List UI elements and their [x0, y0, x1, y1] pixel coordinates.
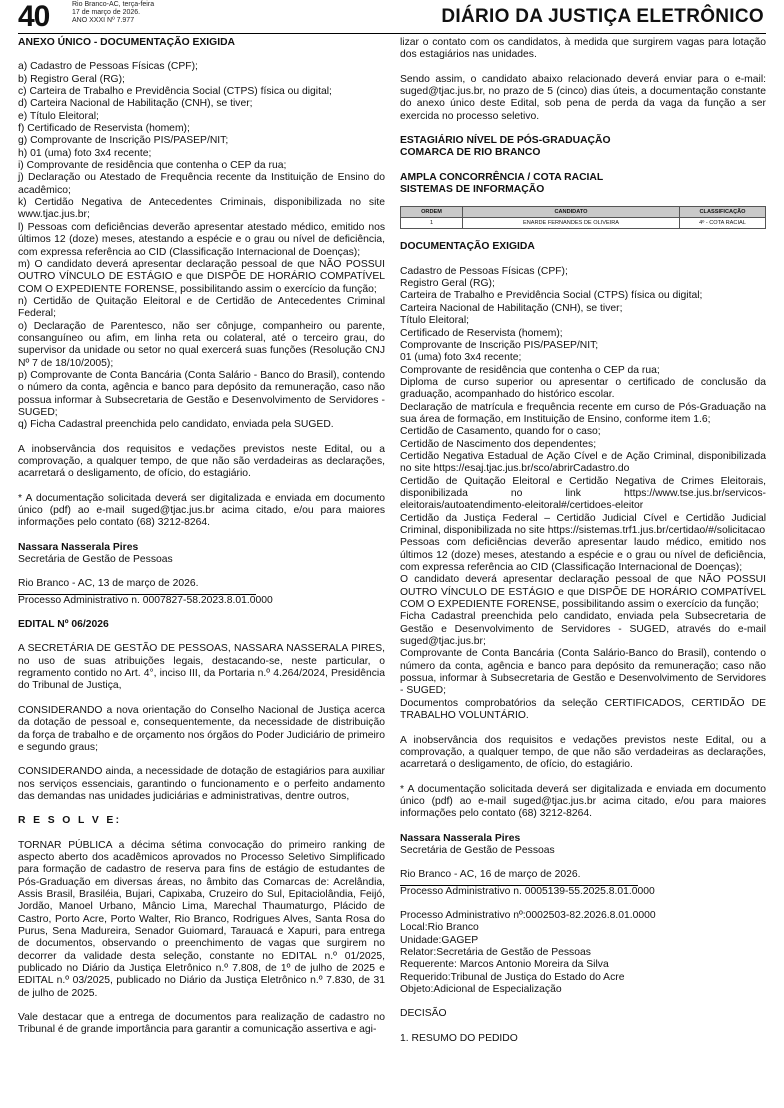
list-item: o) Declaração de Parentesco, não ser cônjuge, companheiro ou parente, consanguíneo ou afim, em linha reta ou colateral, até o terceiro grau, do supervisor da unidade ou setor no qual exercerá suas funções (Resolução CNJ Nº 7 de 18/10/2005); — [18, 320, 385, 369]
list-item: O candidato deverá apresentar declaração pessoal de que NÃO POSSUI OUTRO VÍNCULO DE ESTÁGIO e que DISPÕE DE HORÁRIO COMPATÍVEL COM O EXPEDIENTE FORENSE, possibilitando assim o exercício da função; — [400, 574, 766, 611]
place-date: Rio Branco - AC, 13 de março de 2026. — [18, 578, 199, 590]
edital-title: EDITAL Nº 06/2026 — [18, 619, 109, 631]
page-number: 40 — [18, 0, 50, 33]
page-header — [0, 0, 784, 34]
summary-heading: 1. RESUMO DO PEDIDO — [400, 1032, 518, 1044]
column-header: CANDIDATO — [463, 207, 680, 218]
document-list — [18, 61, 385, 431]
ranking-table — [400, 206, 766, 229]
list-item: Certificado de Reservista (homem); — [400, 327, 563, 339]
left-column — [18, 37, 385, 1037]
process-reporter: Relator:Secretária de Gestão de Pessoas — [400, 946, 591, 958]
list-item: b) Registro Geral (RG); — [18, 73, 125, 85]
process-respondent: Requerido:Tribunal de Justiça do Estado do Acre — [400, 971, 625, 983]
instruction-paragraph: Sendo assim, o candidato abaixo relacionado deverá enviar para o e-mail: suged@tjac.jus.br, no prazo de 5 (cinco) dias úteis, a documentação constante do anexo único deste Edital, sob pena de perda da vaga da função a ser exercida no processo seletivo. — [400, 73, 766, 122]
considering-paragraph-1: CONSIDERANDO a nova orientação do Conselho Nacional de Justiça acerca da dotação de pessoal e, consequentemente, da necessidade de distribuição da força de trabalho e de orçamento nos órgãos do Poder Judiciário de primeiro e segundo graus; — [18, 704, 385, 753]
list-item: g) Comprovante de Inscrição PIS/PASEP/NIT; — [18, 135, 229, 147]
signer-role: Secretária de Gestão de Pessoas — [400, 844, 555, 856]
inobservance-paragraph: A inobservância dos requisitos e vedações previstos neste Edital, ou a comprovação, a qualquer tempo, de que não são verdadeiras as declarações, acarretará o desligamento, de ofício, do estagiário. — [400, 734, 766, 771]
list-item: 01 (uma) foto 3x4 recente; — [400, 352, 522, 364]
doc-title: DOCUMENTAÇÃO EXIGIDA — [400, 241, 535, 253]
process-local: Local:Rio Branco — [400, 922, 479, 934]
list-item: Documentos comprobatórios da seleção CERTIFICADOS, CERTIDÃO DE TRABALHO VOLUNTÁRIO. — [400, 697, 766, 722]
list-item: Ficha Cadastral preenchida pelo candidato, enviada pela Subsecretaria de Gestão e Desenvolvimento de Servidores - SUGED, através do e-mail suged@tjac.jus.br; — [400, 611, 766, 648]
publication-date: 17 de março de 2026. — [72, 9, 141, 16]
list-item: a) Cadastro de Pessoas Físicas (CPF); — [18, 61, 198, 73]
section-heading: COMARCA DE RIO BRANCO — [400, 147, 541, 159]
section-heading: AMPLA CONCORRÊNCIA / COTA RACIAL — [400, 171, 604, 183]
right-column — [400, 37, 766, 1045]
process-applicant: Requerente: Marcos Antonio Moreira da Silva — [400, 959, 609, 971]
list-item: Certidão de Casamento, quando for o caso; — [400, 426, 601, 438]
list-item: i) Comprovante de residência que contenha o CEP da rua; — [18, 160, 287, 172]
signer-name: Nassara Nasserala Pires — [18, 541, 139, 553]
inobservance-paragraph: A inobservância dos requisitos e vedações previstos neste Edital, ou a comprovação, a qualquer tempo, de que não são verdadeiras as declarações, acarretará o desligamento, de ofício, do estagiário. — [18, 443, 385, 480]
edition-number: ANO XXXI Nº 7.977 — [72, 17, 135, 24]
list-item: Comprovante de residência que contenha o CEP da rua; — [400, 364, 660, 376]
process-number: Processo Administrativo n. 0005139-55.2025.8.01.0000 — [400, 885, 655, 897]
table-cell: 1 — [401, 218, 463, 229]
worth-noting-paragraph: Vale destacar que a entrega de documentos para realização de cadastro no Tribunal é de grande importância para garantir a comunicação assertiva e agi- — [18, 1012, 385, 1036]
list-item: l) Pessoas com deficiências deverão apresentar atestado médico, emitido nos últimos 12 (doze) meses, atestando a espécie e o grau ou nível de deficiência, com expressa referência ao CID (Classificação Internacional de Doenças); — [18, 221, 385, 258]
list-item: k) Certidão Negativa de Antecedentes Criminais, disponibilizada no site www.tjac.jus.br; — [18, 197, 385, 221]
process-unit: Unidade:GAGEP — [400, 934, 479, 946]
list-item: Carteira Nacional de Habilitação (CNH), se tiver; — [400, 302, 623, 314]
list-item: p) Comprovante de Conta Bancária (Conta Salário - Banco do Brasil), contendo o número da conta, agência e banco para depósito da remuneração, caso não possua informar à Subsecretaria de Gestão e Desenvolvimento de Servidores - SUGED; — [18, 369, 385, 418]
list-item: m) O candidato deverá apresentar declaração pessoal de que NÃO POSSUI OUTRO VÍNCULO DE ESTÁGIO e que DISPÕE DE HORÁRIO COMPATÍVEL COM O EXPEDIENTE FORENSE, possibilitando assim o exercício da função; — [18, 258, 385, 295]
header-rule — [18, 33, 766, 34]
list-item: Cadastro de Pessoas Físicas (CPF); — [400, 265, 568, 277]
list-item: Título Eleitoral; — [400, 315, 469, 327]
list-item: Certidão de Quitação Eleitoral e Certidão Negativa de Crimes Eleitorais, disponibilizada no link https://www.tse.jus.br/servicos-eleitorais/autoatendimento-eleitoral#/certidoes-eleitor — [400, 475, 766, 512]
footnote: * A documentação solicitada deverá ser digitalizada e enviada em documento único (pdf) ao e-mail suged@tjac.jus.br acima citado, e/ou para maiores informações pelo contato (68) 3212-8264. — [400, 783, 766, 820]
journal-title: DIÁRIO DA JUSTIÇA ELETRÔNICO — [441, 6, 764, 27]
footnote: * A documentação solicitada deverá ser digitalizada e enviada em documento único (pdf) ao e-mail suged@tjac.jus.br acima citado, e/ou para maiores informações pelo contato (68) 3212-8264. — [18, 492, 385, 529]
table-header-row — [401, 207, 766, 218]
process-number: Processo Administrativo n. 0007827-58.2023.8.01.0000 — [18, 594, 273, 606]
list-item: Diploma de curso superior ou apresentar o certificado de conclusão da graduação, acompanhado do histórico escolar. — [400, 376, 766, 401]
intro-paragraph: A SECRETÁRIA DE GESTÃO DE PESSOAS, NASSARA NASSERALA PIRES, no uso de suas atribuições legais, destacando-se, neste particular, o regramento contido no Art. 4°, inciso III, da Portaria n.º 4.264/2024, Presidência do Tribunal de Justiça, — [18, 643, 385, 692]
list-item: Pessoas com deficiências deverão apresentar laudo médico, emitido nos últimos 12 (doze) meses, atestando a espécie e o grau ou nível de deficiência, com expressa referência ao CID (Classificação Internacional de Doenças); — [400, 537, 766, 574]
edition-info — [72, 1, 154, 25]
decision-heading: DECISÃO — [400, 1008, 447, 1020]
list-item: Declaração de matrícula e frequência recente em curso de Pós-Graduação na sua área de formação, em Instituição de Ensino, conforme item 1.6; — [400, 401, 766, 425]
signer-role: Secretária de Gestão de Pessoas — [18, 554, 173, 566]
annex-title: ANEXO ÚNICO - DOCUMENTAÇÃO EXIGIDA — [18, 37, 236, 48]
column-header: CLASSIFICAÇÃO — [680, 207, 766, 218]
table-cell: ENARDE FERNANDES DE OLIVEIRA — [463, 218, 680, 229]
considering-paragraph-2: CONSIDERANDO ainda, a necessidade de dotação de estagiários para auxiliar nos serviços essenciais, garantindo o funcionamento e o perfeito andamento das demandas nas unidades judiciárias e administrativas, dentre outros, — [18, 766, 385, 802]
list-item: Certidão Negativa Estadual de Ação Cível e de Ação Criminal, disponibilizada no site https://esaj.tjac.jus.br/sco/abrirCadastro.do — [400, 450, 766, 475]
list-item: Registro Geral (RG); — [400, 278, 495, 290]
list-item: j) Declaração ou Atestado de Frequência recente da Instituição de Ensino do acadêmico; — [18, 172, 385, 196]
list-item: Comprovante de Inscrição PIS/PASEP/NIT; — [400, 339, 599, 351]
section-heading: ESTAGIÁRIO NÍVEL DE PÓS-GRADUAÇÃO — [400, 135, 611, 147]
process-object: Objeto:Adicional de Especialização — [400, 984, 562, 995]
section-heading: SISTEMAS DE INFORMAÇÃO — [400, 184, 545, 196]
table-cell: 4º - COTA RACIAL — [680, 218, 766, 229]
list-item: Comprovante de Conta Bancária (Conta Salário-Banco do Brasil), contendo o número da conta, agência e banco para depósito da remuneração; caso não possua, informar à Subsecretaria de Gestão e Desenvolvimento de Servidores - SUGED; — [400, 648, 766, 697]
list-item: h) 01 (uma) foto 3x4 recente; — [18, 147, 152, 159]
table-row — [401, 218, 766, 229]
process-number: Processo Administrativo nº:0002503-82.2026.8.01.0000 — [400, 909, 656, 921]
continuation-paragraph: lizar o contato com os candidatos, à medida que surgirem vagas para lotação dos estagiários nas unidades. — [400, 37, 766, 61]
list-item: d) Carteira Nacional de Habilitação (CNH), se tiver; — [18, 98, 253, 110]
list-item: Carteira de Trabalho e Previdência Social (CTPS) física ou digital; — [400, 290, 703, 302]
list-item: e) Título Eleitoral; — [18, 110, 99, 122]
list-item: c) Carteira de Trabalho e Previdência Social (CTPS) física ou digital; — [18, 86, 332, 98]
location-date: Rio Branco-AC, terça-feira — [72, 1, 155, 8]
place-date: Rio Branco - AC, 16 de março de 2026. — [400, 869, 581, 881]
list-item: f) Certificado de Reservista (homem); — [18, 123, 190, 135]
make-public-paragraph: TORNAR PÚBLICA a décima sétima convocação do primeiro ranking de aspecto aberto dos acadêmicos aprovados no Processo Seletivo Simplificado para formação de cadastro de reserva para fins de estágio de estudantes de Pós-Graduação em diversas áreas, no âmbito das Comarcas de: Acrelândia, Assis Brasil, Brasiléia, Bujari, Capixaba, Cruzeiro do Sul, Epitaciolândia, Feijó, Jordão, Manoel Urbano, Mâncio Lima, Marechal Thaumaturgo, Plácido de Castro, Porto Acre, Porto Walter, Rio Branco, Rodrigues Alves, Santa Rosa do Purus, Sena Madureira, Senador Guiomard, Tarauacá e Xapuri, para entrega de documentos, observando o preenchimento de vagas que surgirem no decorrer da validade desta seleção, constante no EDITAL n.º 01/2025, publicado no Diário da Justiça Eletrônico n.º 7.808, de 1º de julho de 2025 e EDITAL n.º 03/2025, publicado no Diário da Justiça Eletrônico n.º 7.830, de 31 de julho de 2025. — [18, 839, 385, 999]
list-item: Certidão da Justiça Federal – Certidão Judicial Cível e Certidão Judicial Criminal, disponibilizada no site https://sistemas.trf1.jus.br/certidao/#/solicitacao — [400, 512, 766, 536]
list-item: q) Ficha Cadastral preenchida pelo candidato, enviada pela SUGED. — [18, 419, 334, 431]
required-documents-list — [400, 266, 766, 723]
column-header: ORDEM — [401, 207, 463, 218]
list-item: n) Certidão de Quitação Eleitoral e de Certidão de Antecedentes Criminal Federal; — [18, 295, 385, 320]
resolve-heading: R E S O L V E: — [18, 815, 122, 827]
signer-name: Nassara Nasserala Pires — [400, 832, 521, 844]
list-item: Certidão de Nascimento dos dependentes; — [400, 438, 597, 450]
